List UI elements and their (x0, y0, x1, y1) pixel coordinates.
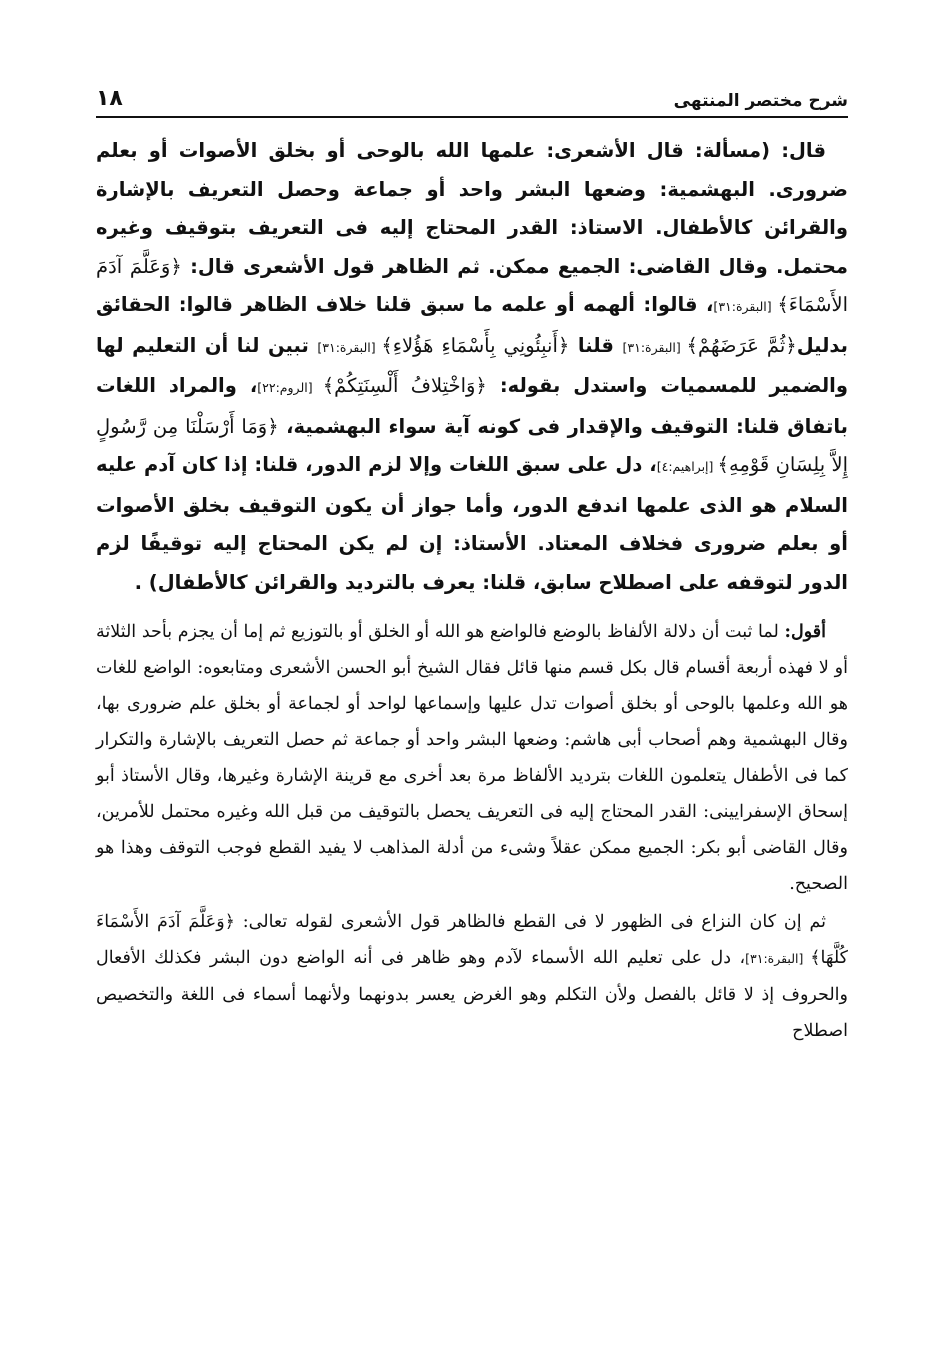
quran-quote: ﴿وَاخْتِلافُ أَلْسِنَتِكُمْ﴾ (322, 374, 487, 397)
quran-quote: ﴿وَمَا أَرْسَلْنَا مِن رَّسُولٍ إِلاَّ بِلِسَانِ قَوْمِهِ﴾ (96, 414, 849, 476)
sharh-text-block (96, 614, 848, 1049)
matn-text: ، والمراد اللغات باتفاق قلنا: التوقيف والإقدار فى كونه آية سواء البهشمية، (96, 374, 848, 438)
verse-reference: [البقرة:٣١] (745, 951, 811, 966)
verse-reference: [البقرة:٣١] (317, 339, 382, 355)
quran-quote: ﴿ثُمَّ عَرَضَهُمْ﴾ (686, 333, 797, 357)
matn-text: ، دل على سبق اللغات وإلا لزم الدور، قلنا: إذا كان آدم عليه السلام هو الذى علمها اندفع الدور، وأما جواز أن يكون التوقيف بخلق الأصوات أو بعلم ضرورى فخلاف المعتاد. الأستاذ: إن لم يكن المحتاج إليه توقيفًا لزم الدور لتوقفه على اصطلاح سابق، قلنا: يعرف بالترديد والقرائن كالأطفال) . (96, 453, 848, 594)
sharh-paragraph (96, 614, 848, 902)
sharh-lead-word: أقول: (784, 622, 826, 642)
book-title: شرح مختصر المنتهى (673, 91, 848, 111)
running-header (96, 72, 848, 118)
sharh-text: ، دل على تعليم الله الأسماء لآدم وهو ظاهر فى أنه الواضع دون البشر فكذلك الأفعال والحروف إذ لا قائل بالفصل ولأن التكلم وهو الغرض يعسر بدونهما ولأنهما أسماء فى اللغة والتخصيص اصطلاح (96, 948, 848, 1041)
quran-quote: ﴿وَعَلَّمَ آدَمَ الأَسْمَاءَ كُلَّهَا﴾ (96, 912, 848, 968)
sharh-text: لما ثبت أن دلالة الألفاظ بالوضع فالواضع هو الله أو الخلق أو بالتوزيع ثم إما أن يجزم بأحد الثلاثة أو لا فهذه أربعة أقسام قال بكل قسم منها قائل فقال الشيخ أبو الحسن الأشعرى ومتابعوه: الواضع للغات هو الله وعلمها بالوحى أو بخلق أصوات تدل عليها وإسماعها لواحد أو لجماعة أو بخلق علم ضرورى بها، وقال البهشمية وهم أصحاب أبى هاشم: وضعها البشر واحد أو جماعة ثم حصل التعريف بالإشارة والتكرار كما فى الأطفال يتعلمون اللغات بترديد الألفاظ مرة بعد أخرى مع قرينة الإشارة وغيرها، وقال الأستاذ أبو إسحاق الإسفرايينى: القدر المحتاج إليه فى التعريف يحصل بالتوقيف من قبل الله وغيره محتمل للأمرين، وقال القاضى أبو بكر: الجميع ممكن عقلاً وشىء من أدلة المذاهب لا يفيد القطع فوجب التوقف وهذا هو الصحيح. (96, 622, 848, 894)
document-page (96, 72, 848, 1049)
matn-text: قلنا (569, 333, 623, 357)
page-number: ١٨ (96, 86, 123, 111)
matn-text: تبين لنا أن التعليم لها والضمير للمسميات واستدل بقوله: (96, 333, 848, 397)
sharh-text: ثم إن كان النزاع فى الظهور لا فى القطع فالظاهر قول الأشعرى لقوله تعالى: (234, 912, 826, 932)
matn-lead-word: قال: (781, 139, 826, 162)
verse-reference: [البقرة:٣١] (713, 299, 778, 314)
verse-reference: [البقرة:٣١] (622, 339, 687, 355)
quran-quote: ﴿وَعَلَّمَ آدَمَ الأَسْمَاءَ﴾ (96, 254, 848, 316)
verse-reference: [إبراهيم:٤] (656, 459, 718, 474)
matn-text: ، قالوا: ألهمه أو علمه ما سبق قلنا خلاف الظاهر قالوا: الحقائق بدليل (96, 293, 848, 357)
matn-paragraph (96, 132, 848, 602)
verse-reference: [الروم:٢٢] (257, 380, 323, 395)
sharh-paragraph (96, 904, 848, 1049)
matn-text-block (96, 132, 848, 602)
matn-text: (مسألة: قال الأشعرى: علمها الله بالوحى أو بخلق الأصوات أو بعلم ضرورى. البهشمية: وضعها البشر واحد أو جماعة وحصل التعريف بالإشارة والقرائن كالأطفال. الاستاذ: القدر المحتاج إليه فى التعريف بتوقيف وغيره محتمل. وقال القاضى: الجميع ممكن. ثم الظاهر قول الأشعرى قال: (96, 139, 848, 278)
quran-quote: ﴿أَنبِئُونِي بِأَسْمَاءِ هَؤُلاءِ﴾ (381, 333, 570, 357)
